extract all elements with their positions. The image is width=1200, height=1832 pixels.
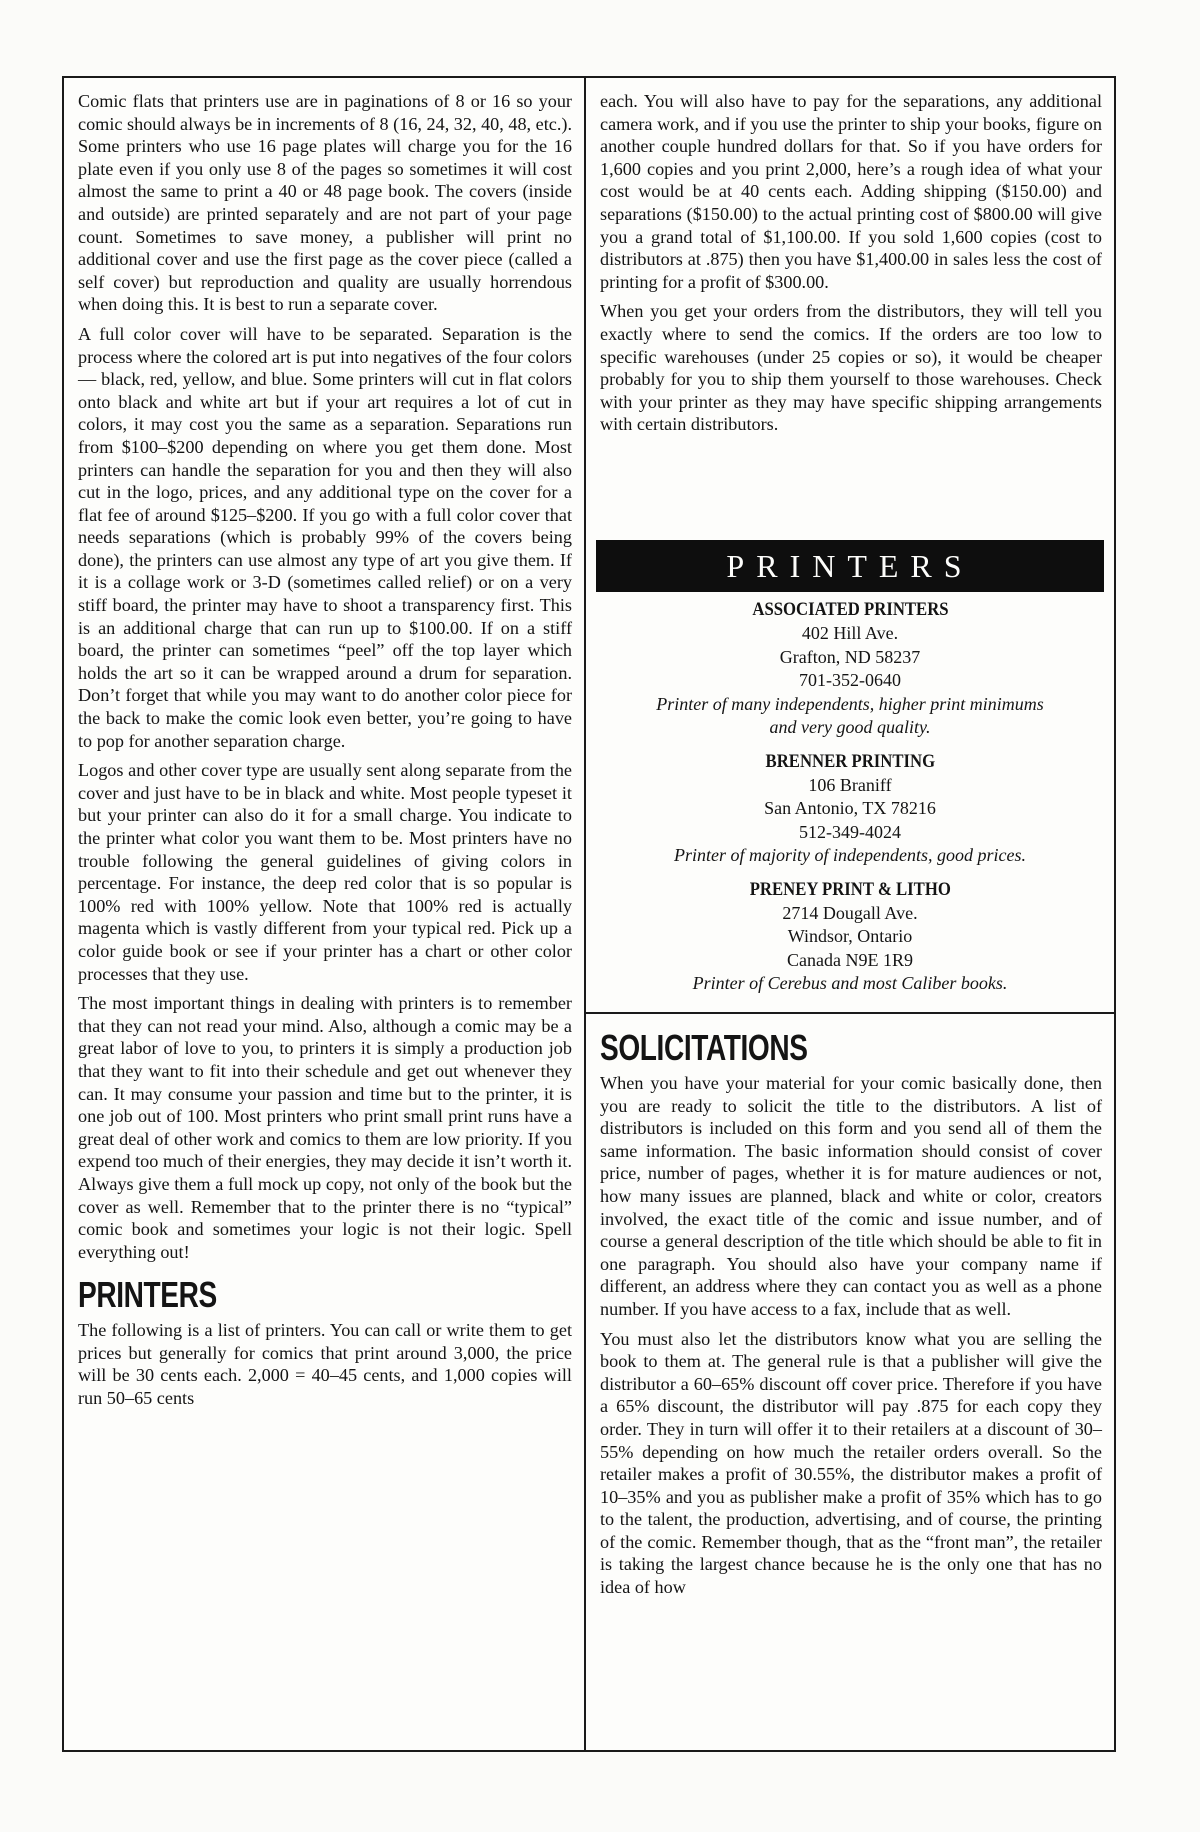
printer-address: 2714 Dougall Ave. (782, 902, 918, 923)
printer-list (586, 598, 1114, 1006)
paragraph-printers-intro: The following is a list of printers. You can call or write them to get prices but generally for comics that print around 3,000, the price will be 30 cents each. 2,000 = 40–45 cents, and 1,000 copies will run 50–65 cents (78, 1320, 572, 1409)
paragraph-discounts: You must also let the distributors know what you are selling the book to them at. The general rule is that a publisher will give the distributor a 60–65% discount off cover price. Therefore if you have a 65% discount, the distributor will pay .875 for each copy they order. They in turn will offer it to their retailers at a discount of 30–55% depending on how much the retailer orders overall. So the retailer makes a profit of 30.55%, the distributor makes a profit of 10–35% and you as publisher make a profit of 35% which has to go to the talent, the production, advertising, and of course, the printing of the comic. Remember though, that as the “front man”, the retailer is taking the largest chance because he is the only one that has no idea of how (600, 1328, 1102, 1598)
paragraph-shipping: When you get your orders from the distributors, they will tell you exactly where to send the comics. If the orders are too low to specific warehouses (under 25 copies or so), it would be cheaper probably for you to ship them yourself to those warehouses. Check with your printer as they may have specific shipping arrangements with certain distributors. (600, 301, 1102, 435)
printer-city: San Antonio, TX 78216 (764, 798, 936, 818)
printer-address: 402 Hill Ave. (801, 623, 899, 643)
printer-name: ASSOCIATED PRINTERS (751, 599, 949, 620)
page-frame (62, 76, 1116, 1752)
printer-entry (586, 750, 1114, 868)
solicitations-section (586, 1018, 1114, 1606)
paragraph-logos: Logos and other cover type are usually sent along separate from the cover and just have to be in black and white. Most people typeset it but your printer can also do it for a small charge. You indicate to the printer what color you want them to be. Most printers have no trouble following the general guidelines of giving colors in percentage. For instance, the deep red color that is so popular is 100% red with 100% yellow. Note that 100% red is actually magenta which is vastly different from your typical red. Pick up a color guide book or see if your printer has a chart or other color processes that they use. (78, 760, 572, 984)
printer-name: PRENEY PRINT & LITHO (749, 878, 951, 900)
printer-phone: 701-352-0640 (799, 670, 901, 690)
printer-entry (586, 878, 1114, 996)
solicitations-heading: SOLICITATIONS (600, 1027, 808, 1068)
printer-city: Windsor, Ontario (787, 926, 913, 946)
printer-phone: 512-349-4024 (799, 821, 901, 842)
printer-city: Grafton, ND 58237 (779, 646, 921, 667)
paragraph-solicit: When you have your material for your comic basically done, then you are ready to solicit the title to the distributors. A list of distributors is included on this form and you send all of them the same information. The basic information should consist of cover price, number of pages, whether it is for mature audiences or not, how many issues are planned, black and white or color, creators involved, the exact title of the comic and issue number, and of course a general description of the title which should be able to fit in one paragraph. You should also have your company name if different, an address where they can contact you as well as a phone number. If you have access to a fax, include that as well. (600, 1073, 1102, 1319)
printer-name: BRENNER PRINTING (765, 750, 935, 772)
printer-entry (586, 598, 1114, 740)
paragraph-costs: each. You will also have to pay for the separations, any additional camera work, and if you use the printer to ship your books, figure on another couple hundred dollars for that. So if you have orders for 1,600 copies and you print 2,000, here’s a rough idea of what your cost would be at 40 cents each. Adding shipping ($150.00) and separations ($150.00) to the actual printing cost of $800.00 will give you a grand total of $1,100.00. If you sold 1,600 copies (cost to distributors at .875) then you have $1,400.00 in sales less the cost of printing for a profit of $300.00. (600, 91, 1102, 292)
printers-banner: PRINTERS (596, 540, 1104, 592)
paragraph-separation: A full color cover will have to be separated. Separation is the process where the colored art is put into negatives of the four colors — black, red, yellow, and blue. Some printers will cut in flat colors onto black and white art but if your art requires a lot of cut in colors, it may cost you the same as a separation. Separations run from $100–$200 depending on where you get them done. Most printers can handle the separation for you and then they will also cut in the logo, prices, and any additional type on the cover for a flat fee of around $125–$200. If you go with a full color cover that needs separations (which is probably 99% of the covers being done), the printers can use almost any type of art you give them. If it is a collage work or 3-D (sometimes called relief) or on a very stiff board, the printer may have to shoot a transparency first. This is an additional charge that can run up to $100.00. If on a stiff board, the printer can sometimes “peel” off the top layer which holds the art so it can be wrapped around a drum for separation. Don’t forget that while you may want to do another color piece for the back to make the comic look even better, you’re going to have to pop for another separation charge. (78, 323, 572, 751)
printer-note: Printer of many independents, higher print minimums and very good quality. (656, 693, 1044, 737)
printer-note: Printer of majority of independents, good prices. (674, 845, 1026, 865)
paragraph-page-count: Comic flats that printers use are in paginations of 8 or 16 so your comic should always be in increments of 8 (16, 24, 32, 40, 48, etc.). Some printers who use 16 page plates will charge you for the 16 plate even if you only use 8 of the pages so sometimes it will cost almost the same to print a 40 or 48 page book. The covers (inside and outside) are printed separately and are not part of your page count. Sometimes to save money, a publisher will print no additional cover and use the first page as the cover piece (called a self cover) but reproduction and quality are usually horrendous when doing this. It is best to run a separate cover. (78, 91, 572, 315)
printers-heading: PRINTERS (78, 1274, 217, 1316)
paragraph-dealing-with-printers: The most important things in dealing with printers is to remember that they can not read your mind. Also, although a comic may be a great labor of love to you, to printers it is simply a production job that they want to fit into their schedule and get out whenever they can. It may consume your passion and time but to the printer, it is one job out of 100. Most printers who print small print runs have a great deal of other work and comics to them are low priority. If you expend too much of their energies, they may decide it isn’t worth it. Always give them a full mock up copy, not only of the book but the cover as well. Remember that to the printer there is no “typical” comic book and sometimes your logic is not their logic. Spell everything out! (78, 993, 572, 1262)
right-column (586, 78, 1114, 1750)
left-column (64, 78, 586, 1750)
printer-postal: Canada N9E 1R9 (787, 949, 913, 970)
printer-address: 106 Braniff (808, 774, 892, 795)
section-divider (586, 1012, 1114, 1014)
printer-note: Printer of Cerebus and most Caliber books. (692, 973, 1008, 993)
